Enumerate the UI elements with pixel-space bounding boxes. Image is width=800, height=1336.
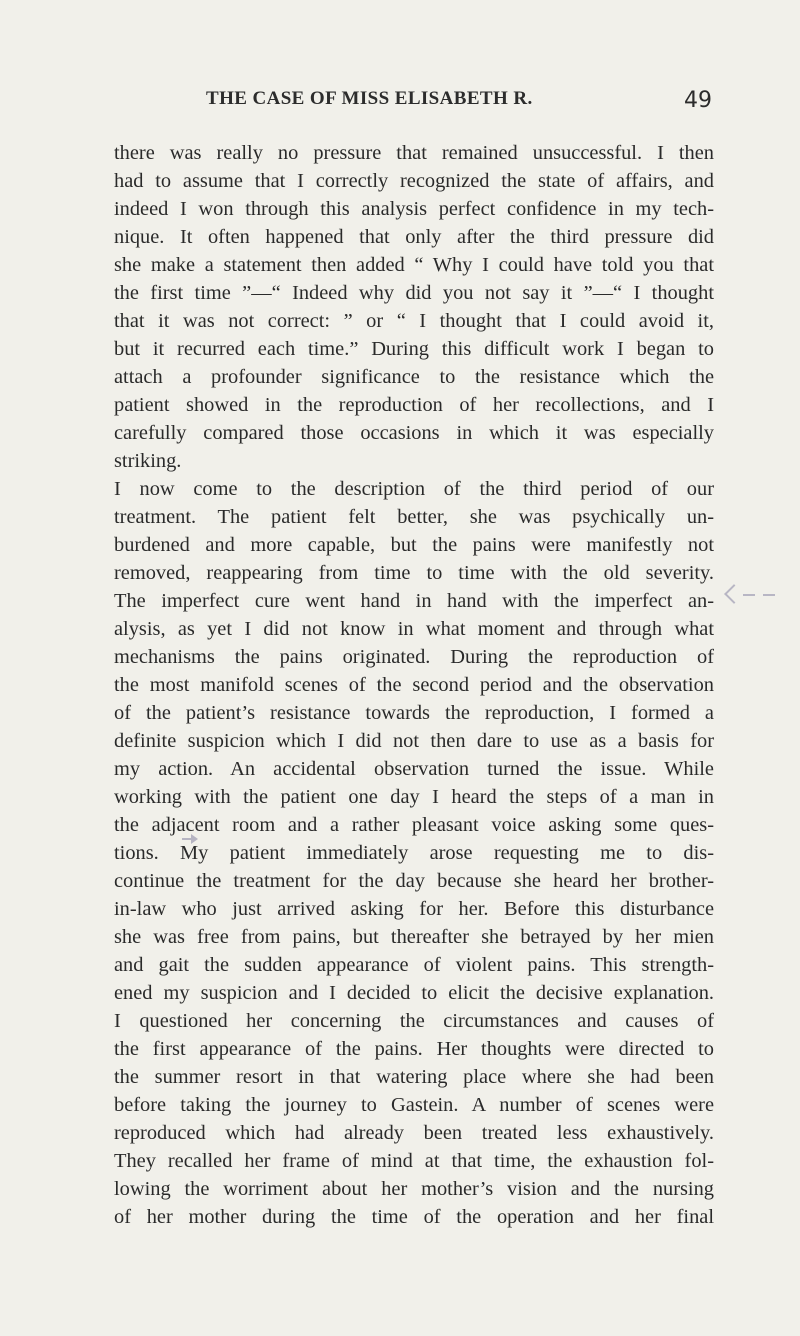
- text-line: ened my suspicion and I decided to elicit the decisive explanation.: [114, 982, 714, 1004]
- text-line: there was really no pressure that remained unsuccessful. I then: [114, 142, 714, 164]
- text-line: The imperfect cure went hand in hand with the imperfect an-: [114, 590, 714, 612]
- text-line: carefully compared those occasions in which it was especially: [114, 422, 714, 444]
- text-line: the most manifold scenes of the second period and the observation: [114, 674, 714, 696]
- left-chevron-mark: [724, 584, 744, 604]
- text-line: the summer resort in that watering place where she had been: [114, 1066, 714, 1088]
- inline-pencil-arrow: [182, 832, 204, 846]
- text-line: I now come to the description of the third period of our: [114, 478, 714, 500]
- text-line: definite suspicion which I did not then dare to use as a basis for: [114, 730, 714, 752]
- text-line: lowing the worriment about her mother’s vision and the nursing: [114, 1178, 714, 1200]
- text-line: alysis, as yet I did not know in what moment and through what: [114, 618, 714, 640]
- text-line: my action. An accidental observation turned the issue. While: [114, 758, 714, 780]
- text-line: treatment. The patient felt better, she was psychically un-: [114, 506, 714, 528]
- text-line: the adjacent room and a rather pleasant voice asking some ques-: [114, 814, 714, 836]
- text-line: patient showed in the reproduction of her recollections, and I: [114, 394, 714, 416]
- text-line: working with the patient one day I heard the steps of a man in: [114, 786, 714, 808]
- text-line: but it recurred each time.” During this difficult work I began to: [114, 338, 714, 360]
- text-line: tions. My patient immediately arose requesting me to dis-: [114, 842, 714, 864]
- text-line: that it was not correct: ” or “ I thought that I could avoid it,: [114, 310, 714, 332]
- text-line: attach a profounder significance to the resistance which the: [114, 366, 714, 388]
- text-line: striking.: [114, 450, 182, 472]
- text-line: and gait the sudden appearance of violent pains. This strength-: [114, 954, 714, 976]
- text-line: continue the treatment for the day because she heard her brother-: [114, 870, 714, 892]
- text-line: They recalled her frame of mind at that time, the exhaustion fol-: [114, 1150, 714, 1172]
- text-line: of the patient’s resistance towards the reproduction, I formed a: [114, 702, 714, 724]
- pencil-dash: [743, 594, 755, 596]
- text-line: in-law who just arrived asking for her. Before this disturbance: [114, 898, 714, 920]
- text-line: mechanisms the pains originated. During the reproduction of: [114, 646, 714, 668]
- text-line: had to assume that I correctly recognized the state of affairs, and: [114, 170, 714, 192]
- text-line: the first appearance of the pains. Her thoughts were directed to: [114, 1038, 714, 1060]
- text-line: nique. It often happened that only after the third pressure did: [114, 226, 714, 248]
- text-line: the first time ”—“ Indeed why did you not say it ”—“ I thought: [114, 282, 714, 304]
- text-line: indeed I won through this analysis perfect confidence in my tech-: [114, 198, 714, 220]
- text-line: burdened and more capable, but the pains were manifestly not: [114, 534, 714, 556]
- running-head: THE CASE OF MISS ELISABETH R.: [206, 88, 533, 109]
- page-number: 49: [684, 88, 712, 113]
- right-arrow-mark: [191, 834, 198, 844]
- text-line: she was free from pains, but thereafter she betrayed by her mien: [114, 926, 714, 948]
- text-line: she make a statement then added “ Why I could have told you that: [114, 254, 714, 276]
- body-text: [114, 139, 714, 1231]
- pencil-dash: [763, 594, 775, 596]
- text-line: I questioned her concerning the circumstances and causes of: [114, 1010, 714, 1032]
- text-line: removed, reappearing from time to time with the old severity.: [114, 562, 714, 584]
- text-line: of her mother during the time of the operation and her final: [114, 1206, 714, 1228]
- text-line: reproduced which had already been treated less exhaustively.: [114, 1122, 714, 1144]
- margin-pencil-mark: [727, 585, 787, 605]
- text-line: before taking the journey to Gastein. A number of scenes were: [114, 1094, 714, 1116]
- page-header: [114, 88, 712, 118]
